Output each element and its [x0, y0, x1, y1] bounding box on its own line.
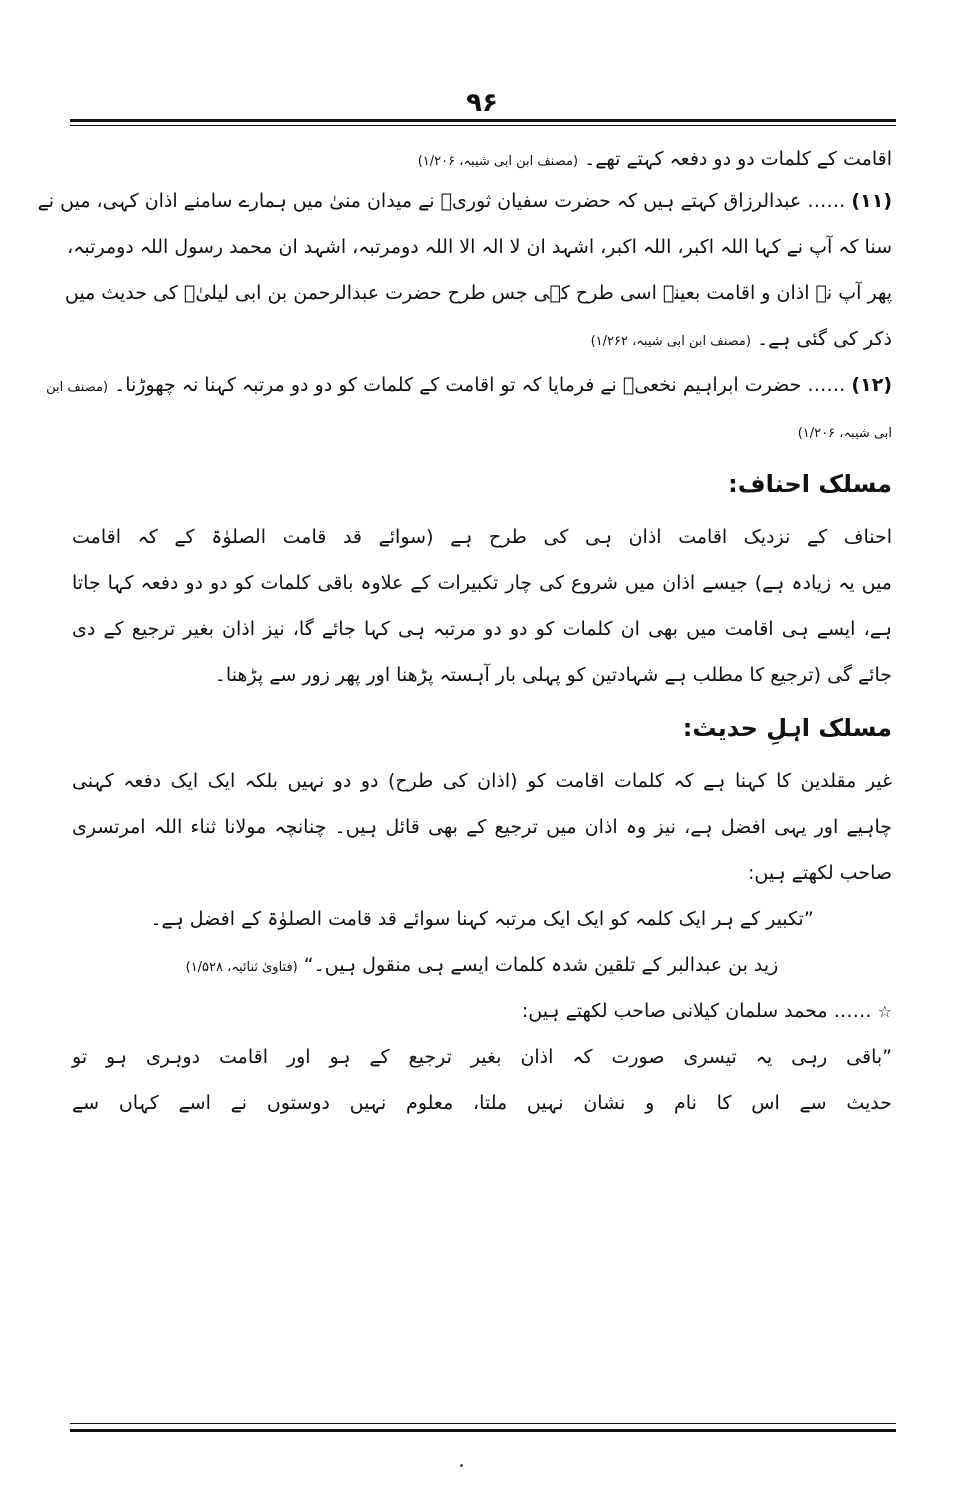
line-text: …… عبدالرزاق کہتے ہیں کہ حضرت سفیان ثوریؒ نے میدان منیٰ میں ہمارے سامنے اذان کہی، میں نے [37, 190, 846, 212]
page-number: ۹۶ [466, 88, 498, 118]
paragraph-line: میں یہ زیادہ ہے) جیسے اذان میں شروع کی چار تکبیرات کے علاوہ باقی کلمات کو دو دو دفعہ کہا جاتا [72, 572, 892, 594]
reference: (مصنف ابن ابی شیبہ، ۱/۲۰۶) [417, 154, 579, 169]
line-text: اقامت کے کلمات دو دو دفعہ کہتے تھے۔ [584, 148, 892, 170]
reference: ابی شیبہ، ۱/۲۰۶) [797, 426, 892, 441]
section-heading-hanafi: مسلک احناف: [728, 470, 892, 498]
star-line [72, 988, 892, 1034]
text-line-5 [72, 316, 892, 362]
text-line-4: پھر آپ نے اذان و اقامت بعینہ اسی طرح کہی جس طرح حضرت عبدالرحمن بن ابی لیلیٰؒ کی حدیث میں [64, 282, 892, 304]
paragraph-line: احناف کے نزدیک اقامت اذان ہی کی طرح ہے (سوائے قد قامت الصلوٰۃ کے کہ اقامت [72, 526, 892, 548]
line-text: …… محمد سلمان کیلانی صاحب لکھتے ہیں: [521, 1000, 872, 1022]
quote-line [72, 942, 892, 988]
paragraph-line: غیر مقلدین کا کہنا ہے کہ کلمات اقامت کو (اذان کی طرح) دو دو نہیں بلکہ ایک ایک دفعہ کہنی [72, 770, 892, 792]
paragraph-line: ہے، ایسے ہی اقامت میں بھی ان کلمات کو دو دو مرتبہ ہی کہا جائے گا، نیز اذان بغیر ترجیع کے دی [72, 618, 892, 640]
paragraph-line: جائے گی (ترجیع کا مطلب ہے شہادتین کو پہلی بار آہستہ پڑھنا اور پھر زور سے پڑھنا۔ [214, 664, 892, 686]
text-line-3: سنا کہ آپ نے کہا اللہ اکبر، اللہ اکبر، اشہد ان لا الہ الا اللہ دومرتبہ، اشہد ان محمد رسول اللہ دومرتبہ، [67, 236, 892, 258]
paragraph-line: صاحب لکھتے ہیں: [747, 862, 892, 884]
text-line-6 [46, 362, 892, 408]
paragraph-line: حدیث سے اس کا نام و نشان نہیں ملتا، معلوم نہیں دوستوں نے اسے کہاں سے [72, 1092, 892, 1114]
footer-rule-thin [70, 1423, 896, 1424]
footer-rule-thick [70, 1429, 896, 1432]
text-line-7 [72, 408, 892, 454]
line-text: …… حضرت ابراہیم نخعیؒ نے فرمایا کہ تو اقامت کے کلمات کو دو دو مرتبہ کہنا نہ چھوڑنا۔ [114, 374, 846, 396]
line-text: زید بن عبدالبر کے تلقین شدہ کلمات ایسے ہی منقول ہیں۔“ [303, 954, 779, 976]
item-number: (۱۲) [851, 374, 892, 396]
text-line-1 [72, 140, 892, 178]
paragraph-line: چاہیے اور یہی افضل ہے، نیز وہ اذان میں ترجیع کے بھی قائل ہیں۔ چنانچہ مولانا ثناء اللہ امرتسری [72, 816, 892, 838]
text-line-2 [37, 178, 892, 224]
page-content [37, 140, 892, 1126]
star-icon: ☆ [877, 1002, 892, 1021]
scan-speck [460, 1464, 463, 1467]
header-rule-thin [70, 125, 896, 126]
item-number: (۱۱) [851, 190, 892, 212]
section-heading-ahle-hadith: مسلک اہلِ حدیث: [682, 714, 892, 742]
paragraph-line: ”باقی رہی یہ تیسری صورت کہ اذان بغیر ترجیع کے ہو اور اقامت دوہری ہو تو [72, 1046, 892, 1068]
reference: (فتاویٰ ثنائیہ، ۱/۵۲۸) [185, 960, 298, 975]
header-rule-thick [70, 119, 896, 122]
line-text: ذکر کی گئی ہے۔ [756, 328, 892, 350]
reference: (مصنف ابن ابی شیبہ، ۱/۲۶۲) [590, 334, 751, 349]
reference: (مصنف ابن [46, 380, 109, 395]
quote-line: ”تکبیر کے ہر ایک کلمہ کو ایک ایک مرتبہ کہنا سوائے قد قامت الصلوٰۃ کے افضل ہے۔ [150, 908, 814, 930]
